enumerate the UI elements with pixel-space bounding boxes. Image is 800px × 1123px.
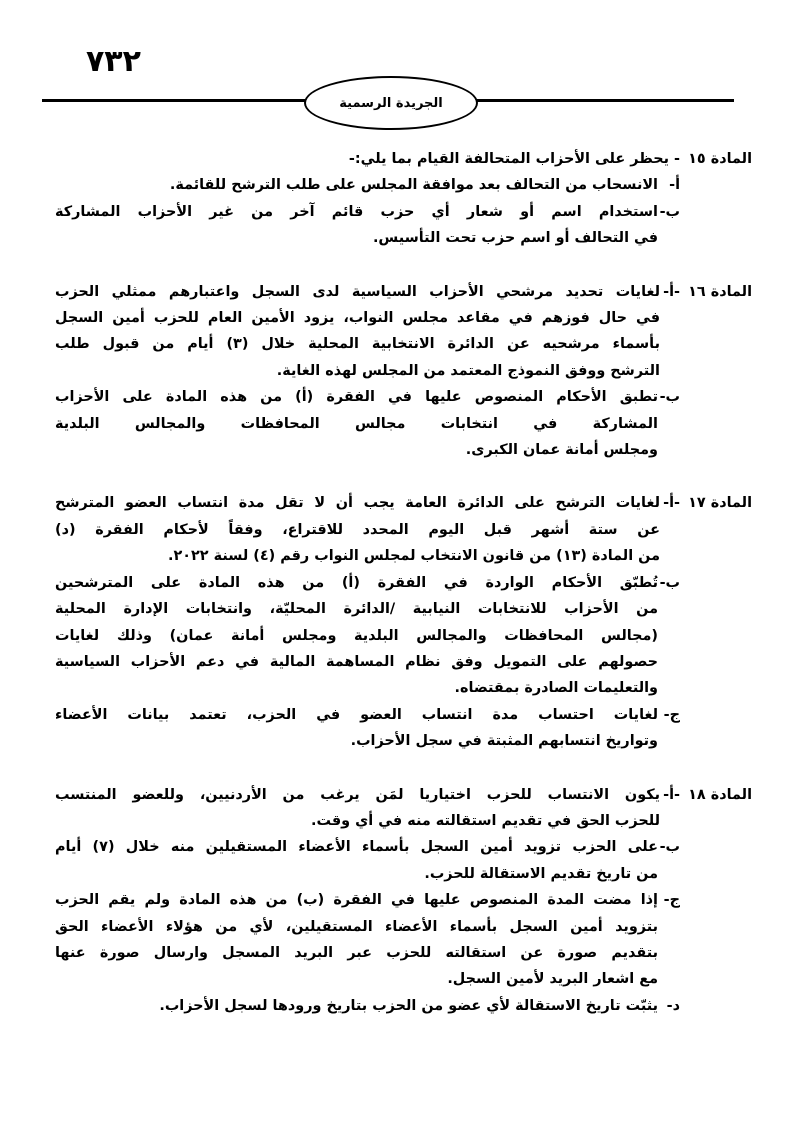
- text-line: مع اشعار البريد لأمين السجل.: [447, 971, 658, 988]
- article-label: المادة ١٨: [688, 786, 752, 803]
- article-item: [55, 570, 680, 702]
- item-marker: ج-: [663, 892, 680, 909]
- text-line: والتعليمات الصادرة بمقتضاه.: [454, 680, 658, 697]
- text-line: لغايات الترشح على الدائرة العامة يجب أن لا تقل مدة انتساب العضو المترشح: [55, 495, 660, 512]
- text-line: الانسحاب من التحالف بعد موافقة المجلس على طلب الترشح للقائمة.: [169, 177, 658, 194]
- item-body: [55, 172, 658, 198]
- article-item: [55, 199, 680, 252]
- article-body: [55, 490, 680, 754]
- article-item: [55, 702, 680, 755]
- text-line: تطبق الأحكام المنصوص عليها في الفقرة (أ) من هذه المادة على الأحزاب: [55, 389, 658, 406]
- subsection-marker: -أ-: [663, 495, 680, 512]
- article-16: [55, 279, 752, 464]
- text-line: (مجالس المحافظات والمجالس البلدية ومجلس أمانة عمان) وذلك لغايات: [55, 627, 658, 644]
- item-marker: ب-: [659, 389, 680, 406]
- item-body: [55, 993, 658, 1019]
- article-body: [55, 146, 680, 252]
- text-line: بتزويد أمين السجل بأسماء الأعضاء المستقيلين، لأي من هؤلاء الأعضاء الحق: [55, 918, 658, 935]
- item-marker: أ-: [669, 177, 680, 194]
- article-body: [55, 782, 680, 1020]
- article-label: المادة ١٦: [688, 283, 752, 300]
- document-body: [55, 146, 752, 1019]
- item-body: [55, 570, 658, 702]
- text-line: إذا مضت المدة المنصوص عليها في الفقرة (ب) من هذه المادة ولم يقم الحزب: [55, 892, 658, 909]
- item-body: [55, 887, 658, 993]
- article-18: [55, 782, 752, 1020]
- page-number: ٧٣٢: [86, 44, 141, 79]
- text-line: من المادة (١٣) من قانون الانتخاب لمجلس النواب رقم (٤) لسنة ٢٠٢٢.: [167, 548, 660, 565]
- article-item: [55, 384, 680, 463]
- text-line: على الحزب تزويد أمين السجل بأسماء الأعضاء المستقيلين منه خلال (٧) أيام: [55, 839, 658, 856]
- text-line: تُطبّق الأحكام الواردة في الفقرة (أ) من هذه المادة على المترشحين: [55, 574, 658, 591]
- gazette-title-badge: [304, 76, 478, 130]
- item-marker: د-: [666, 997, 680, 1014]
- article-17: [55, 490, 752, 754]
- text-line: بأسماء مرشحيه عن الدائرة الانتخابية المحلية خلال (٣) أيام من قبول طلب: [55, 336, 660, 353]
- article-label: المادة ١٥: [688, 151, 752, 167]
- article-item: [55, 993, 680, 1019]
- text-line: استخدام اسم أو شعار أي حزب قائم آخر من غير الأحزاب المشاركة: [55, 203, 658, 220]
- article-item: [55, 887, 680, 993]
- item-body: [55, 199, 658, 252]
- text-line: حصولهم على التمويل وفق نظام المساهمة المالية في دعم الأحزاب السياسية: [55, 653, 658, 670]
- text-line: في التحالف أو اسم حزب تحت التأسيس.: [372, 230, 658, 247]
- text-line: يثبّت تاريخ الاستقالة لأي عضو من الحزب بتاريخ ورودها لسجل الأحزاب.: [159, 997, 658, 1014]
- text-line: ومجلس أمانة عمان الكبرى.: [465, 442, 658, 459]
- text-line: وتواريخ انتسابهم المثبتة في سجل الأحزاب.: [350, 733, 658, 750]
- gazette-title: الجريدة الرسمية: [339, 95, 443, 111]
- subsection-marker: -أ-: [663, 786, 680, 803]
- item-body: [55, 834, 658, 887]
- subsection-marker: -أ-: [663, 283, 680, 300]
- item-marker: ب-: [659, 839, 680, 856]
- article-intro: - يحظر على الأحزاب المتحالفة القيام بما يلي:-: [348, 151, 680, 167]
- article-label: المادة ١٧: [688, 495, 752, 512]
- article-item: [55, 834, 680, 887]
- article-item: [55, 172, 680, 198]
- text-line: الترشح ووفق النموذج المعتمد من المجلس لهذه الغاية.: [276, 362, 660, 379]
- item-marker: ج-: [663, 706, 680, 723]
- text-line: يكون الانتساب للحزب اختياريا لمَن يرغب من الأردنيين، وللعضو المنتسب: [55, 786, 660, 803]
- text-line: للحزب الحق في تقديم استقالته منه في أي وقت.: [311, 812, 660, 829]
- text-line: بتقديم صورة عن استقالته للحزب عبر البريد المسجل وارسال صورة عنها: [55, 944, 658, 961]
- text-line: من تاريخ تقديم الاستقالة للحزب.: [424, 865, 658, 882]
- text-line: لغايات احتساب مدة انتساب العضو في الحزب، تعتمد بيانات الأعضاء: [55, 706, 658, 723]
- item-body: [55, 702, 658, 755]
- text-line: في حال فوزهم في مقاعد مجلس النواب، يزود الأمين العام للحزب أمين السجل: [55, 310, 660, 327]
- article-body: [55, 279, 680, 464]
- article-15: [55, 146, 752, 252]
- text-line: من الأحزاب للانتخابات النيابية /الدائرة المحليّة، وانتخابات الإدارة المحلية: [55, 601, 658, 618]
- item-body: [55, 384, 658, 463]
- text-line: عن ستة أشهر قبل اليوم المحدد للاقتراع، وفقاً لأحكام الفقرة (د): [55, 521, 660, 538]
- item-marker: ب-: [659, 203, 680, 220]
- text-line: المشاركة في انتخابات مجالس المحافظات والمجالس البلدية: [55, 415, 658, 432]
- item-marker: ب-: [659, 574, 680, 591]
- text-line: لغايات تحديد مرشحي الأحزاب السياسية لدى السجل واعتبارهم ممثلي الحزب: [55, 283, 660, 300]
